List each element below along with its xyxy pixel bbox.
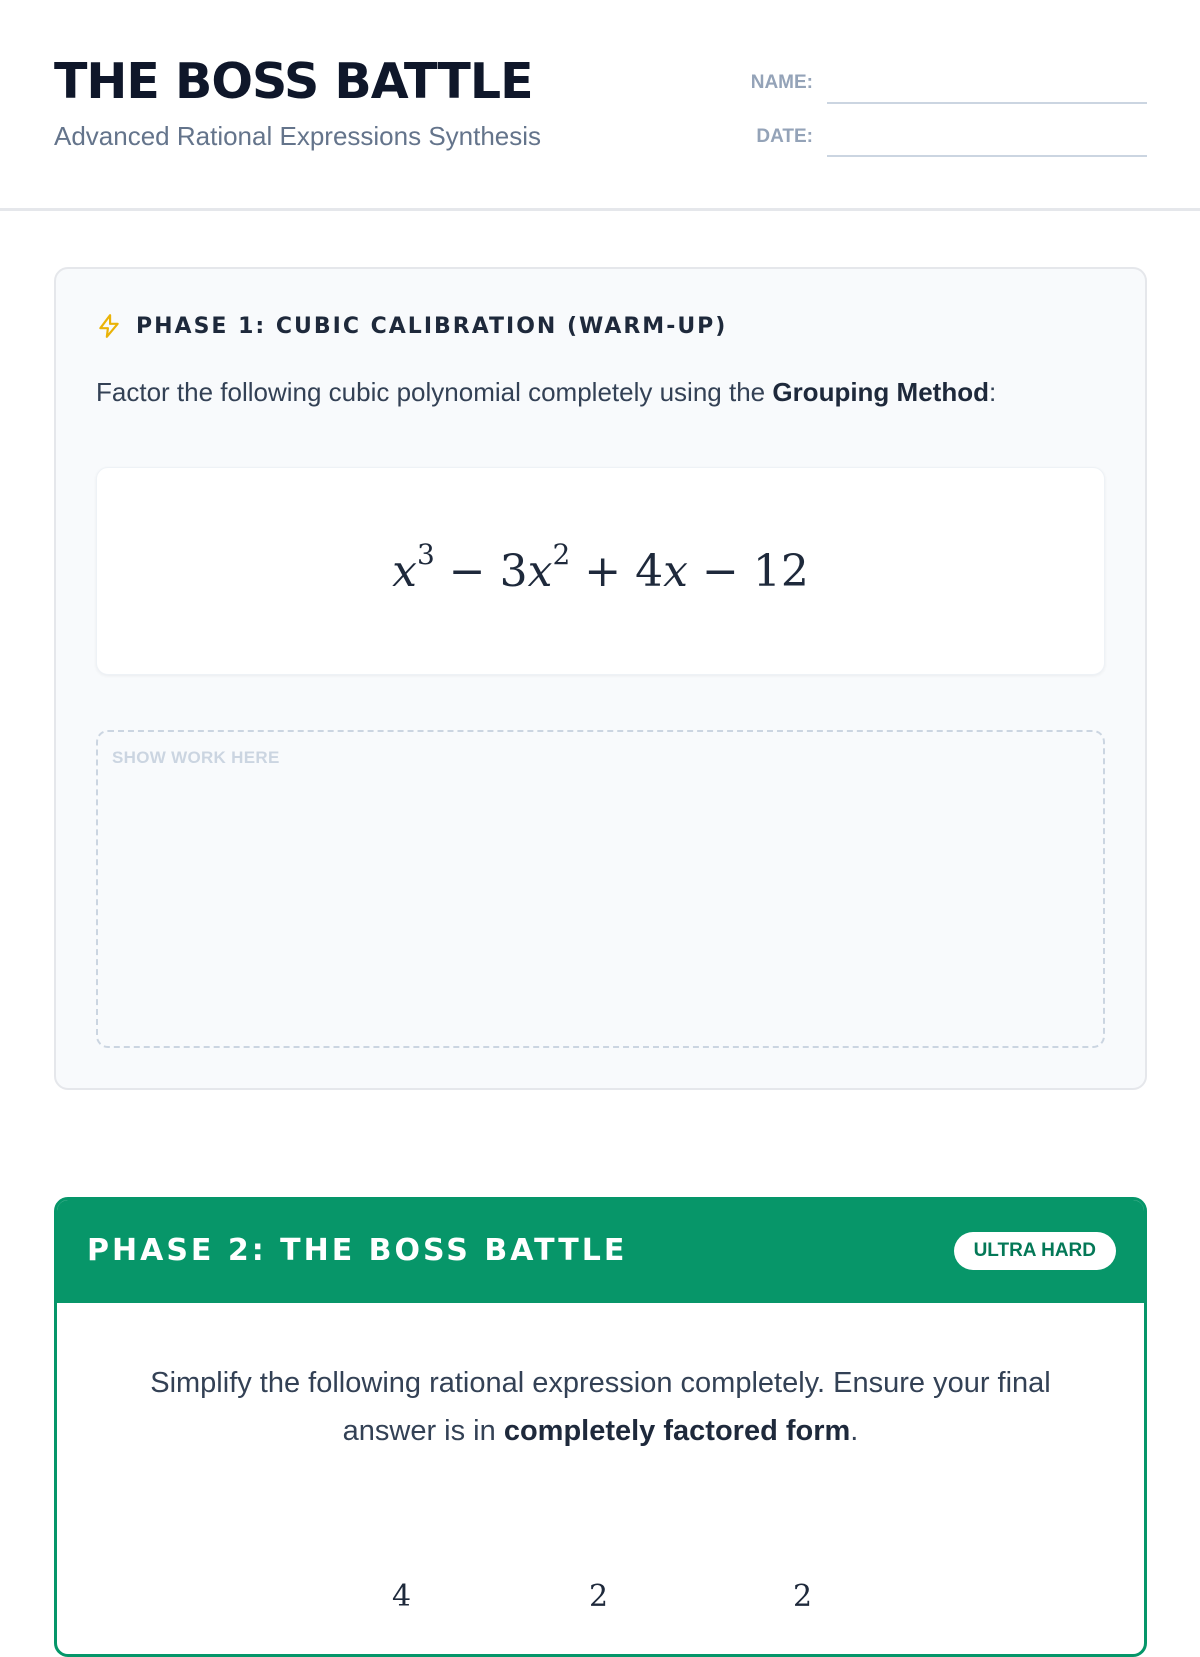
phase1-card (54, 267, 1147, 1090)
name-label: NAME: (750, 72, 813, 93)
lightning-bolt-icon (96, 313, 122, 339)
difficulty-badge: ULTRA HARD (954, 1232, 1116, 1270)
equation-box (96, 467, 1105, 675)
phase2-instruction: Simplify the following rational expression completely. Ensure your final answer is in completely factored form. (150, 1367, 1051, 1447)
rational-expression-glyph: 2 (589, 1579, 609, 1614)
name-field[interactable] (827, 74, 1147, 104)
phase1-title: PHASE 1: CUBIC CALIBRATION (WARM-UP) (136, 313, 728, 339)
date-field[interactable] (827, 127, 1147, 157)
phase1-instruction: Factor the following cubic polynomial completely using the Grouping Method: (96, 377, 997, 407)
rational-expression-glyph: 2 (793, 1579, 813, 1614)
grouping-method-emphasis: Grouping Method (772, 377, 989, 407)
phase2-card (54, 1197, 1147, 1657)
page-subtitle: Advanced Rational Expressions Synthesis (54, 121, 542, 151)
phase2-header (57, 1200, 1144, 1303)
worksheet-header (0, 0, 1200, 211)
rational-expression-glyph: 4 (392, 1579, 412, 1614)
factored-form-emphasis: completely factored form (503, 1415, 851, 1447)
cubic-polynomial: $x^3 - 3x^2 + 4x - 12$ (392, 537, 809, 597)
phase2-title: PHASE 2: THE BOSS BATTLE (87, 1233, 628, 1268)
page-title: THE BOSS BATTLE (54, 53, 533, 110)
show-work-label: SHOW WORK HERE (112, 748, 280, 767)
date-label: DATE: (756, 126, 813, 147)
show-work-area[interactable] (96, 730, 1105, 1048)
phase1-header (96, 311, 727, 341)
